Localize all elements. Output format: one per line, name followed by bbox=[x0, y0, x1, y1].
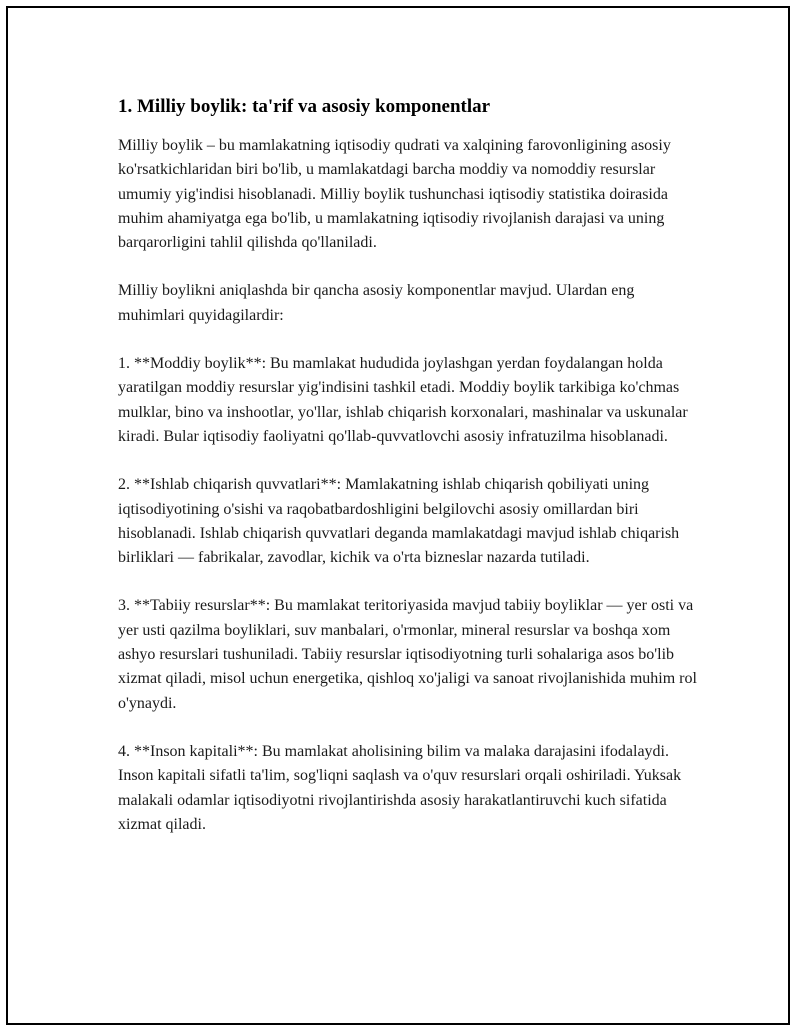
intro-paragraph: Milliy boylik – bu mamlakatning iqtisodiy qudrati va xalqining farovonligining asosiy ko'rsatkichlaridan biri bo'lib, u mamlakatdagi barcha moddiy va nomoddiy resurslar umumiy yig'indisi hisoblanadi. Milliy boylik tushunchasi iqtisodiy statistika doirasida muhim ahamiyatga ega bo'lib, u mamlakatning iqtisodiy rivojlanish darajasi va uning barqarorligini tahlil qilishda qo'llaniladi. bbox=[118, 137, 671, 252]
item-human-capital: 4. **Inson kapitali**: Bu mamlakat aholisining bilim va malaka darajasini ifodalaydi. Inson kapitali sifatli ta'lim, sog'liqni saqlash va o'quv resurslari orqali oshiriladi. Yuksak malakali odamlar iqtisodiyotni rivojlantirishda asosiy harakatlantiruvchi kuch sifatida xizmat qiladi. bbox=[118, 742, 682, 833]
item-material-wealth: 1. **Moddiy boylik**: Bu mamlakat hududida joylashgan yerdan foydalangan holda yaratilgan moddiy resurslar yig'indisini tashkil etadi. Moddiy boylik tarkibiga ko'chmas mulklar, bino va inshootlar, yo'llar, ishlab chiqarish korxonalari, mashinalar va uskunalar kiradi. Bular iqtisodiy faoliyatni qo'llab-quvvatlovchi asosiy infratuzilma hisoblanadi. bbox=[118, 355, 688, 445]
item-production-capacity: 2. **Ishlab chiqarish quvvatlari**: Mamlakatning ishlab chiqarish qobiliyati uning iqtisodiyotining o'sishi va raqobatbardoshligini belgilovchi asosiy omillardan biri hisoblanadi. Ishlab chiqarish quvvatlari deganda mamlakatdagi mavjud ishlab chiqarish birliklari — fabrikalar, zavodlar, kichik va o'rta bizneslar nazarda tutiladi. bbox=[118, 476, 680, 567]
document-heading: 1. Milliy boylik: ta'rif va asosiy komponentlar bbox=[118, 96, 491, 117]
item-natural-resources: 3. **Tabiiy resurslar**: Bu mamlakat teritoriyasida mavjud tabiiy boyliklar — yer osti va yer usti qazilma boyliklari, suv manbalari, o'rmonlar, mineral resurslar va boshqa xom ashyo resurslari tushuniladi. Tabiiy resurslar iqtisodiyotning turli sohalariga asos bo'lib xizmat qiladi, misol uchun energetika, qishloq xo'jaligi va sanoat rivojlanishida muhim rol o'ynaydi. bbox=[118, 597, 697, 712]
document-body bbox=[118, 94, 698, 837]
components-intro-paragraph: Milliy boylikni aniqlashda bir qancha asosiy komponentlar mavjud. Ulardan eng muhimlari quyidagilardir: bbox=[118, 282, 635, 324]
